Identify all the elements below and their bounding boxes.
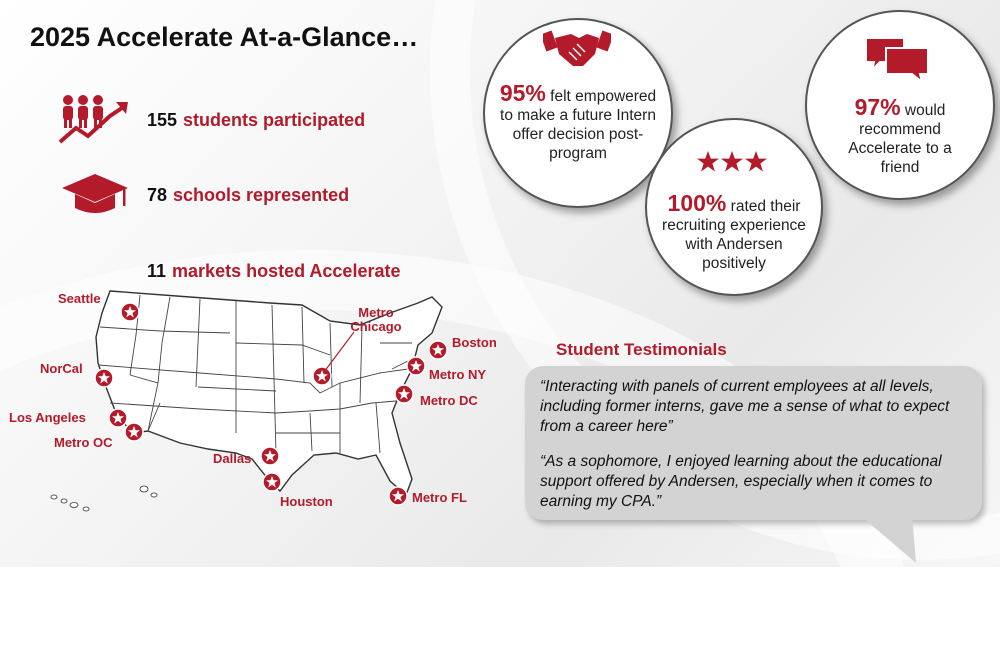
market-marker-icon[interactable] bbox=[120, 302, 140, 322]
city-label-boston: Boston bbox=[452, 335, 497, 350]
bubble-percent: 97% bbox=[854, 94, 901, 120]
market-marker-icon[interactable] bbox=[260, 446, 280, 466]
page-title: 2025 Accelerate At-a-Glance… bbox=[30, 22, 419, 52]
market-marker-icon[interactable] bbox=[428, 340, 448, 360]
stat-markets bbox=[147, 261, 400, 282]
us-map bbox=[40, 283, 480, 515]
stat-label: schools represented bbox=[173, 185, 350, 205]
stat-number: 11 bbox=[147, 261, 167, 281]
stat-number: 78 bbox=[147, 185, 168, 205]
stat-students bbox=[147, 110, 365, 131]
city-label-line: Metro bbox=[358, 305, 394, 320]
market-marker-icon[interactable] bbox=[262, 472, 282, 492]
bubble-text bbox=[657, 190, 811, 273]
market-marker-icon[interactable] bbox=[124, 422, 144, 442]
bubble-body: recommend Accelerate to a friend bbox=[848, 121, 952, 176]
stat-number: 155 bbox=[147, 110, 178, 130]
speech-bubbles-icon bbox=[864, 36, 930, 82]
graduation-cap-icon bbox=[60, 172, 130, 216]
chicago-leader-line bbox=[320, 328, 360, 376]
city-label-houston: Houston bbox=[280, 494, 333, 509]
people-growth-icon bbox=[58, 94, 130, 146]
city-label-norcal: NorCal bbox=[40, 361, 83, 376]
bubble-percent: 100% bbox=[667, 190, 727, 216]
bubble-body: empowered to make a future Intern offer decision post-program bbox=[500, 88, 657, 162]
city-label-metro-ny: Metro NY bbox=[429, 367, 487, 382]
city-label-dallas: Dallas bbox=[213, 451, 252, 466]
city-label-metro-chicago bbox=[346, 306, 406, 334]
city-label-line: Chicago bbox=[350, 319, 402, 334]
bubble-body: recruiting experience with Andersen positively bbox=[662, 217, 806, 272]
speech-bubble-tail bbox=[860, 515, 920, 565]
market-marker-icon[interactable] bbox=[394, 384, 414, 404]
bubble-text bbox=[831, 94, 969, 177]
stat-schools bbox=[147, 185, 349, 206]
bubble-percent: 95% bbox=[499, 80, 546, 106]
bubble-lead: would bbox=[904, 102, 946, 119]
alaska-hawaii bbox=[51, 486, 157, 511]
city-label-los-angeles: Los Angeles bbox=[9, 410, 86, 425]
three-stars-icon bbox=[696, 150, 768, 174]
handshake-icon bbox=[543, 26, 611, 70]
stat-label: students participated bbox=[183, 110, 366, 130]
bubble-lead: rated their bbox=[730, 198, 801, 215]
bubble-lead: felt bbox=[550, 88, 571, 105]
bubble-text bbox=[499, 80, 657, 163]
city-label-metro-fl: Metro FL bbox=[412, 490, 467, 505]
market-marker-icon[interactable] bbox=[388, 486, 408, 506]
city-label-metro-oc: Metro OC bbox=[54, 435, 113, 450]
stat-bubble-rated bbox=[645, 118, 823, 296]
city-label-seattle: Seattle bbox=[58, 291, 101, 306]
stat-label: markets hosted Accelerate bbox=[172, 261, 401, 281]
testimonials-heading: Student Testimonials bbox=[556, 340, 727, 359]
market-marker-icon[interactable] bbox=[94, 368, 114, 388]
testimonial-quote: “As a sophomore, I enjoyed learning about the educational support offered by Andersen, especially when it comes to earning my CPA.” bbox=[540, 453, 942, 510]
testimonial-quote: “Interacting with panels of current employees at all levels, including former interns, gave me a sense of what to expect from a career here” bbox=[540, 378, 950, 435]
market-marker-icon[interactable] bbox=[406, 356, 426, 376]
city-label-metro-dc: Metro DC bbox=[420, 393, 478, 408]
